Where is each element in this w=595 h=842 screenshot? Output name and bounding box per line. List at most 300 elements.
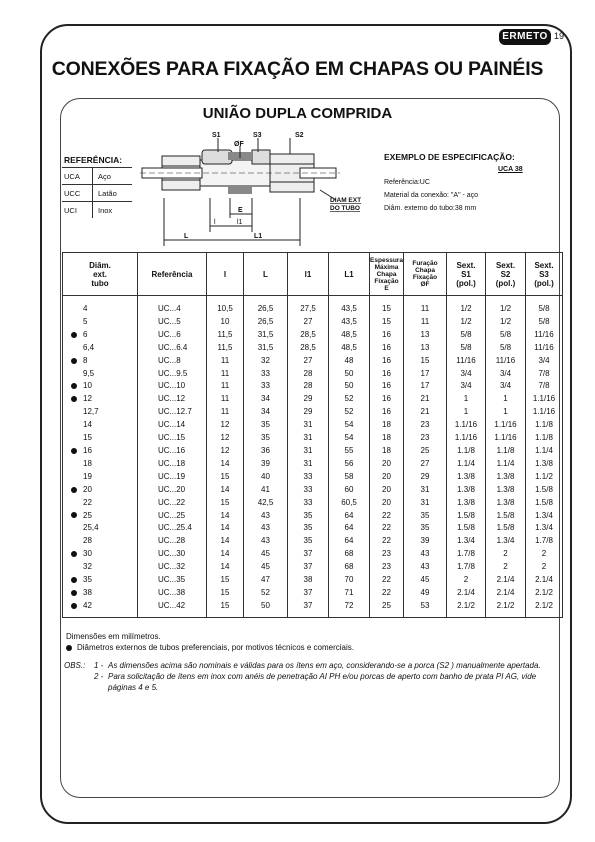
- label-l1-big: L1: [254, 233, 263, 240]
- cell-s1: 2.1/2: [447, 600, 486, 617]
- cell-l: 10,5: [207, 296, 244, 316]
- cell-l: 12: [207, 445, 244, 458]
- cell-l1: 27: [288, 355, 329, 368]
- cell-l: 15: [207, 574, 244, 587]
- cell-s2: 1.3/8: [486, 471, 526, 484]
- label-s1: S1: [212, 132, 221, 139]
- cell-s1: 1.1/4: [447, 458, 486, 471]
- cell-l: 12: [207, 432, 244, 445]
- cell-s1: 2: [447, 574, 486, 587]
- cell-l1: 29: [288, 393, 329, 406]
- cell-l1: 31: [288, 432, 329, 445]
- reference-row: [62, 202, 132, 219]
- cell-diameter: 4: [63, 296, 138, 316]
- cell-e: 16: [370, 342, 404, 355]
- preferred-bullet-icon: [71, 577, 77, 583]
- preferred-bullet-icon: [71, 551, 77, 557]
- cell-s3: 2.1/2: [526, 587, 563, 600]
- cell-l1: 52: [329, 406, 370, 419]
- cell-s3: 1.1/4: [526, 445, 563, 458]
- cell-l: 34: [244, 393, 288, 406]
- reference-heading: REFERÊNCIA:: [64, 155, 123, 165]
- cell-l: 12: [207, 419, 244, 432]
- cell-l1: 38: [288, 574, 329, 587]
- cell-reference: UC...22: [138, 497, 207, 510]
- preferred-bullet-icon: [71, 590, 77, 596]
- cell-s3: 2.1/4: [526, 574, 563, 587]
- cell-s3: 2.1/2: [526, 600, 563, 617]
- cell-e: 20: [370, 497, 404, 510]
- cell-f: 39: [404, 535, 447, 548]
- obs-label: OBS.:: [64, 661, 86, 670]
- cell-e: 25: [370, 600, 404, 617]
- cell-s2: 1.1/16: [486, 432, 526, 445]
- cell-reference: UC...12: [138, 393, 207, 406]
- cell-s3: 11/16: [526, 329, 563, 342]
- preferred-bullet-icon: [71, 487, 77, 493]
- cell-s2: 1.1/4: [486, 458, 526, 471]
- cell-e: 16: [370, 380, 404, 393]
- cell-f: 17: [404, 368, 447, 381]
- cell-s2: 1: [486, 406, 526, 419]
- cell-s2: 1.1/16: [486, 419, 526, 432]
- cell-l1: 48,5: [329, 342, 370, 355]
- cell-l: 45: [244, 561, 288, 574]
- reference-row: [62, 185, 132, 202]
- cell-l: 11: [207, 355, 244, 368]
- cell-f: 53: [404, 600, 447, 617]
- cell-s3: 7/8: [526, 368, 563, 381]
- col-f-header: Furação Chapa Fixação ØF: [404, 253, 447, 296]
- label-diam-ext: DIAM EXT: [330, 197, 362, 204]
- cell-s3: 1.5/8: [526, 484, 563, 497]
- cell-s1: 1.1/16: [447, 432, 486, 445]
- cell-f: 21: [404, 393, 447, 406]
- cell-l1: 28,5: [288, 342, 329, 355]
- cell-reference: UC...30: [138, 548, 207, 561]
- cell-l: 33: [244, 368, 288, 381]
- obs-row: [64, 671, 564, 693]
- cell-e: 16: [370, 329, 404, 342]
- cell-l1: 31: [288, 445, 329, 458]
- cell-s2: 1: [486, 393, 526, 406]
- table-row: [63, 329, 563, 342]
- cell-f: 21: [404, 406, 447, 419]
- preferred-bullet-icon: [71, 383, 77, 389]
- cell-s3: 1.1/8: [526, 419, 563, 432]
- cell-l1: 64: [329, 522, 370, 535]
- col-l-header: l: [207, 253, 244, 296]
- cell-diameter: 6,4: [63, 342, 138, 355]
- notes: [66, 631, 566, 653]
- cell-s3: 1.1/16: [526, 406, 563, 419]
- cell-l: 14: [207, 458, 244, 471]
- obs-number: 2 -: [94, 672, 104, 681]
- example-code: UCA 38: [498, 166, 523, 173]
- cell-l1: 58: [329, 471, 370, 484]
- cell-e: 22: [370, 535, 404, 548]
- cell-l1: 48: [329, 355, 370, 368]
- cell-s2: 3/4: [486, 380, 526, 393]
- cell-s2: 1.1/8: [486, 445, 526, 458]
- col-l1-header: l1: [288, 253, 329, 296]
- cell-s2: 2: [486, 561, 526, 574]
- cell-f: 29: [404, 471, 447, 484]
- cell-e: 22: [370, 587, 404, 600]
- cell-s3: 1.3/4: [526, 510, 563, 523]
- cell-l: 47: [244, 574, 288, 587]
- cell-f: 17: [404, 380, 447, 393]
- cell-s2: 1.5/8: [486, 510, 526, 523]
- cell-f: 49: [404, 587, 447, 600]
- cell-l1: 60,5: [329, 497, 370, 510]
- cell-reference: UC...38: [138, 587, 207, 600]
- cell-e: 16: [370, 368, 404, 381]
- col-ref-header: Referência: [138, 253, 207, 296]
- cell-s2: 2: [486, 548, 526, 561]
- cell-reference: UC...9.5: [138, 368, 207, 381]
- cell-l: 43: [244, 535, 288, 548]
- label-s3: S3: [253, 132, 262, 139]
- cell-l: 32: [244, 355, 288, 368]
- cell-diameter: 25,4: [63, 522, 138, 535]
- cell-l: 26,5: [244, 296, 288, 316]
- cell-s2: 1.5/8: [486, 522, 526, 535]
- cell-l1: 37: [288, 600, 329, 617]
- cell-e: 23: [370, 561, 404, 574]
- table-row: [63, 535, 563, 548]
- cell-l1: 35: [288, 522, 329, 535]
- cell-s3: 5/8: [526, 316, 563, 329]
- cell-s1: 1.1/16: [447, 419, 486, 432]
- table-row: [63, 587, 563, 600]
- cell-l: 35: [244, 419, 288, 432]
- cell-s1: 3/4: [447, 380, 486, 393]
- cell-e: 20: [370, 471, 404, 484]
- cell-l: 15: [207, 471, 244, 484]
- cell-f: 15: [404, 355, 447, 368]
- cell-e: 16: [370, 406, 404, 419]
- cell-diameter: 15: [63, 432, 138, 445]
- cell-l1: 55: [329, 445, 370, 458]
- cell-l: 14: [207, 535, 244, 548]
- cell-diameter: 30: [63, 548, 138, 561]
- cell-l1: 54: [329, 419, 370, 432]
- cell-diameter: 42: [63, 600, 138, 617]
- cell-s3: 5/8: [526, 296, 563, 316]
- cell-l: 39: [244, 458, 288, 471]
- cell-l1: 27,5: [288, 296, 329, 316]
- cell-reference: UC...16: [138, 445, 207, 458]
- cell-l1: 68: [329, 561, 370, 574]
- cell-reference: UC...35: [138, 574, 207, 587]
- cell-s2: 1/2: [486, 316, 526, 329]
- cell-l: 11,5: [207, 329, 244, 342]
- cell-l: 11: [207, 393, 244, 406]
- cell-reference: UC...6: [138, 329, 207, 342]
- note-dimensions: Dimensões em milímetros.: [66, 632, 161, 641]
- cell-reference: UC...20: [138, 484, 207, 497]
- cell-l1: 37: [288, 587, 329, 600]
- table-row: [63, 342, 563, 355]
- cell-reference: UC...10: [138, 380, 207, 393]
- cell-s1: 1.5/8: [447, 510, 486, 523]
- cell-s1: 11/16: [447, 355, 486, 368]
- cell-l1: 35: [288, 535, 329, 548]
- cell-diameter: 38: [63, 587, 138, 600]
- reference-material: Inox: [93, 202, 133, 219]
- cell-s1: 1/2: [447, 296, 486, 316]
- cell-diameter: 12: [63, 393, 138, 406]
- label-l1-small: l1: [237, 219, 243, 226]
- cell-s3: 1.5/8: [526, 497, 563, 510]
- preferred-bullet-icon: [71, 448, 77, 454]
- cell-s2: 1/2: [486, 296, 526, 316]
- cell-f: 11: [404, 296, 447, 316]
- cell-e: 22: [370, 522, 404, 535]
- cell-reference: UC...4: [138, 296, 207, 316]
- cell-e: 20: [370, 484, 404, 497]
- table-row: [63, 355, 563, 368]
- cell-s3: 1.1/16: [526, 393, 563, 406]
- cell-l: 33: [244, 380, 288, 393]
- cell-reference: UC...28: [138, 535, 207, 548]
- cell-s1: 1/2: [447, 316, 486, 329]
- union-technical-drawing: [140, 128, 380, 248]
- cell-s2: 2.1/4: [486, 574, 526, 587]
- cell-f: 23: [404, 432, 447, 445]
- obs-number: 1 -: [94, 661, 104, 670]
- preferred-bullet-icon: [66, 645, 72, 651]
- cell-reference: UC...18: [138, 458, 207, 471]
- note-preferred: [66, 642, 566, 653]
- table-row: [63, 548, 563, 561]
- col-diam-header: Diâm. ext. tubo: [63, 253, 138, 296]
- reference-code: UCI: [62, 202, 93, 219]
- cell-reference: UC...8: [138, 355, 207, 368]
- preferred-bullet-icon: [71, 512, 77, 518]
- example-heading: EXEMPLO DE ESPECIFICAÇÃO:: [384, 152, 515, 162]
- cell-l1: 56: [329, 458, 370, 471]
- cell-reference: UC...14: [138, 419, 207, 432]
- cell-l1: 33: [288, 484, 329, 497]
- table-row: [63, 406, 563, 419]
- table-row: [63, 419, 563, 432]
- obs-text: Para solicitação de ítens em inox com anéis de penetração AI PH e/ou porcas de aperto com banho de prata PI AG, vide páginas 4 e 5.: [108, 672, 537, 692]
- cell-l1: 37: [288, 561, 329, 574]
- cell-diameter: 8: [63, 355, 138, 368]
- cell-l1: 64: [329, 535, 370, 548]
- cell-s3: 7/8: [526, 380, 563, 393]
- cell-e: 16: [370, 355, 404, 368]
- cell-s2: 3/4: [486, 368, 526, 381]
- section-title: UNIÃO DUPLA COMPRIDA: [202, 105, 393, 122]
- cell-e: 18: [370, 419, 404, 432]
- cell-l: 15: [207, 587, 244, 600]
- cell-e: 22: [370, 510, 404, 523]
- cell-f: 13: [404, 342, 447, 355]
- cell-l1: 60: [329, 484, 370, 497]
- cell-s3: 11/16: [526, 342, 563, 355]
- table-row: [63, 316, 563, 329]
- cell-diameter: 16: [63, 445, 138, 458]
- cell-l1: 31: [288, 458, 329, 471]
- cell-l: 35: [244, 432, 288, 445]
- cell-l: 41: [244, 484, 288, 497]
- cell-diameter: 5: [63, 316, 138, 329]
- cell-diameter: 18: [63, 458, 138, 471]
- dimensions-table: [62, 252, 563, 618]
- label-s2: S2: [295, 132, 304, 139]
- cell-e: 16: [370, 393, 404, 406]
- col-L-header: L: [244, 253, 288, 296]
- cell-s2: 2.1/4: [486, 587, 526, 600]
- cell-l: 43: [244, 510, 288, 523]
- table-row: [63, 574, 563, 587]
- cell-l1: 33: [288, 471, 329, 484]
- preferred-bullet-icon: [71, 396, 77, 402]
- label-do-tubo: DO TUBO: [330, 205, 360, 212]
- cell-reference: UC...25.4: [138, 522, 207, 535]
- cell-f: 23: [404, 419, 447, 432]
- cell-l: 15: [207, 497, 244, 510]
- cell-l: 11: [207, 406, 244, 419]
- cell-f: 43: [404, 561, 447, 574]
- cell-l1: 50: [329, 368, 370, 381]
- cell-s1: 3/4: [447, 368, 486, 381]
- table-row: [63, 445, 563, 458]
- label-l-big: L: [184, 233, 189, 240]
- cell-l: 31,5: [244, 342, 288, 355]
- table-row: [63, 393, 563, 406]
- cell-diameter: 14: [63, 419, 138, 432]
- cell-s1: 5/8: [447, 329, 486, 342]
- cell-s2: 11/16: [486, 355, 526, 368]
- col-s2-header: Sext. S2 (pol.): [486, 253, 526, 296]
- example-line: Material da conexão: "A" - aço: [384, 192, 479, 199]
- table-row: [63, 522, 563, 535]
- cell-reference: UC...12.7: [138, 406, 207, 419]
- cell-f: 35: [404, 522, 447, 535]
- cell-reference: UC...25: [138, 510, 207, 523]
- cell-l: 11: [207, 368, 244, 381]
- cell-s1: 1.7/8: [447, 561, 486, 574]
- cell-l: 15: [207, 600, 244, 617]
- cell-l1: 68: [329, 548, 370, 561]
- cell-s3: 1.3/8: [526, 458, 563, 471]
- cell-s1: 1.3/8: [447, 484, 486, 497]
- example-line: Referência:UC: [384, 179, 430, 186]
- cell-l1: 70: [329, 574, 370, 587]
- cell-l: 34: [244, 406, 288, 419]
- cell-l1: 43,5: [329, 316, 370, 329]
- cell-s1: 1.5/8: [447, 522, 486, 535]
- cell-s2: 1.3/8: [486, 497, 526, 510]
- cell-s2: 2.1/2: [486, 600, 526, 617]
- cell-l: 43: [244, 522, 288, 535]
- preferred-bullet-icon: [71, 603, 77, 609]
- table-row: [63, 432, 563, 445]
- cell-diameter: 35: [63, 574, 138, 587]
- cell-s1: 1: [447, 393, 486, 406]
- note-preferred-text: Diâmetros externos de tubos preferenciais, por motivos técnicos e comerciais.: [77, 643, 355, 652]
- cell-l: 11: [207, 380, 244, 393]
- cell-s3: 1.1/2: [526, 471, 563, 484]
- cell-e: 15: [370, 316, 404, 329]
- cell-diameter: 28: [63, 535, 138, 548]
- cell-l: 14: [207, 561, 244, 574]
- cell-s1: 1.3/8: [447, 497, 486, 510]
- cell-l: 52: [244, 587, 288, 600]
- obs-row: [64, 660, 564, 671]
- cell-s1: 1.1/8: [447, 445, 486, 458]
- table-row: [63, 458, 563, 471]
- cell-e: 18: [370, 432, 404, 445]
- table-row: [63, 561, 563, 574]
- cell-l: 14: [207, 484, 244, 497]
- col-s3-header: Sext. S3 (pol.): [526, 253, 563, 296]
- cell-f: 25: [404, 445, 447, 458]
- col-e-header: Espessura Máxima Chapa Fixação E: [370, 253, 404, 296]
- reference-row: [62, 168, 132, 185]
- cell-reference: UC...32: [138, 561, 207, 574]
- cell-s3: 2: [526, 561, 563, 574]
- table-row: [63, 471, 563, 484]
- cell-f: 13: [404, 329, 447, 342]
- page-number: 19: [554, 31, 565, 41]
- cell-s1: 1.3/4: [447, 535, 486, 548]
- cell-s1: 5/8: [447, 342, 486, 355]
- cell-diameter: 25: [63, 510, 138, 523]
- cell-reference: UC...15: [138, 432, 207, 445]
- table-row: [63, 600, 563, 617]
- cell-f: 11: [404, 316, 447, 329]
- cell-l1: 28: [288, 380, 329, 393]
- cell-l: 42,5: [244, 497, 288, 510]
- cell-l1: 28: [288, 368, 329, 381]
- brand-logo: ERMETO: [499, 29, 551, 45]
- cell-f: 31: [404, 497, 447, 510]
- cell-s1: 1: [447, 406, 486, 419]
- cell-l1: 33: [288, 497, 329, 510]
- cell-diameter: 32: [63, 561, 138, 574]
- reference-table: [62, 167, 132, 218]
- table-row: [63, 484, 563, 497]
- cell-l: 26,5: [244, 316, 288, 329]
- table-row: [63, 497, 563, 510]
- cell-s1: 2.1/4: [447, 587, 486, 600]
- cell-s2: 1.3/4: [486, 535, 526, 548]
- cell-l: 40: [244, 471, 288, 484]
- reference-code: UCA: [62, 168, 93, 185]
- col-s1-header: Sext. S1 (pol.): [447, 253, 486, 296]
- cell-e: 23: [370, 548, 404, 561]
- cell-l1: 29: [288, 406, 329, 419]
- cell-diameter: 6: [63, 329, 138, 342]
- table-row: [63, 296, 563, 316]
- cell-l: 36: [244, 445, 288, 458]
- cell-diameter: 20: [63, 484, 138, 497]
- cell-f: 27: [404, 458, 447, 471]
- cell-l1: 35: [288, 510, 329, 523]
- label-e: E: [238, 207, 243, 214]
- cell-l: 31,5: [244, 329, 288, 342]
- cell-reference: UC...42: [138, 600, 207, 617]
- cell-l1: 43,5: [329, 296, 370, 316]
- cell-l1: 50: [329, 380, 370, 393]
- example-line: Diâm. externo do tubo:38 mm: [384, 205, 477, 212]
- cell-l: 10: [207, 316, 244, 329]
